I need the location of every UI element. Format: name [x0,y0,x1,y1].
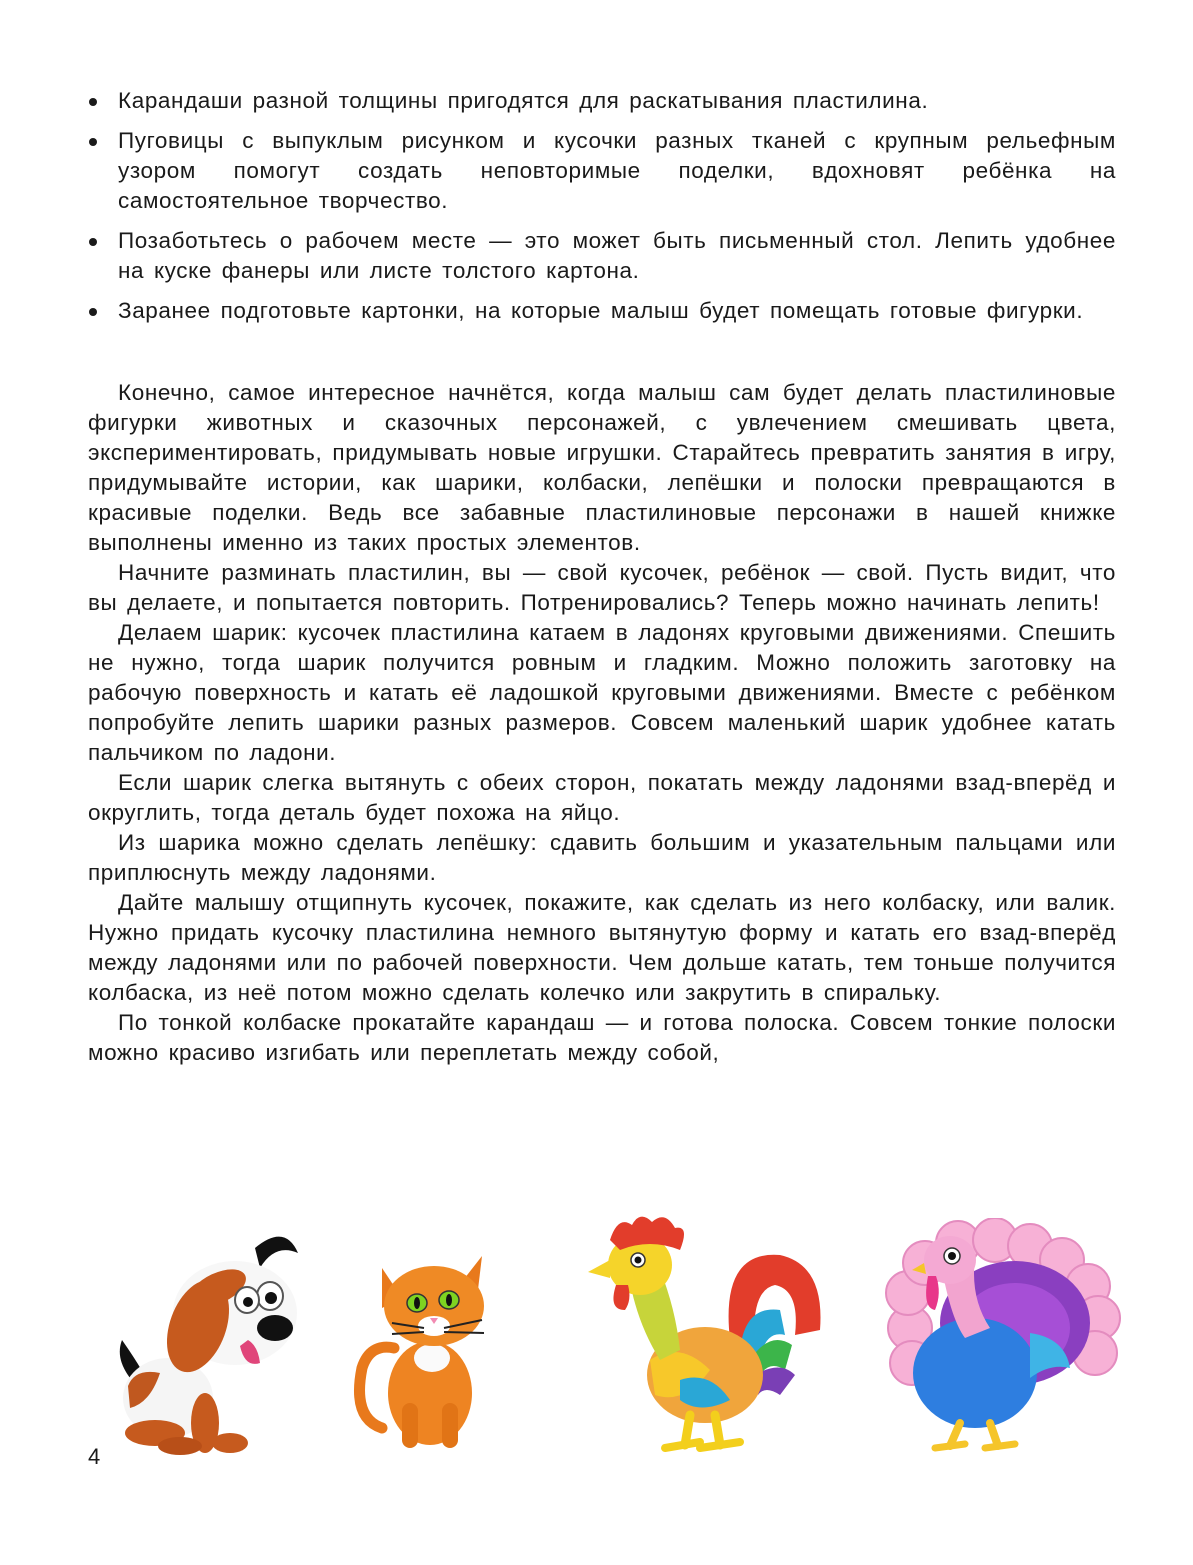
tip-item [88,126,1116,216]
paragraph: Из шарика можно сделать лепёшку: сдавить большим и указательным пальцами или приплюснуть между ладонями. [88,830,1116,885]
paragraph: Начните разминать пластилин, вы — свой кусочек, ребёнок — свой. Пусть видит, что вы делаете, и попытается повторить. Потренировались? Теперь можно начинать лепить! [88,560,1116,615]
paragraph: Конечно, самое интересное начнётся, когда малыш сам будет делать пластилиновые фигурки животных и сказочных персонажей, с увлечением смешивать цвета, экспериментировать, придумывать новые игрушки. Старайтесь превратить занятия в игру, придумывайте истории, как шарики, колбаски, лепёшки и полоски превращаются в красивые поделки. Ведь все забавные пластилиновые персонажи в нашей книжке выполнены именно из таких простых элементов. [88,380,1116,555]
bullet-dot-icon [89,98,97,106]
tip-text: Карандаши разной толщины пригодятся для раскатывания пластилина. [118,88,929,113]
turkey-illustration [880,1218,1125,1458]
bullet-dot-icon [89,238,97,246]
tip-text: Позаботьтесь о рабочем месте — это может быть письменный стол. Лепить удобнее на куске фанеры или листе толстого картона. [118,228,1116,283]
bullet-dot-icon [89,138,97,146]
cat-illustration [352,1248,502,1453]
bullet-dot-icon [89,308,97,316]
tip-item [88,226,1116,286]
tip-text: Пуговицы с выпуклым рисунком и кусочки разных тканей с крупным рельефным узором помогут создать неповторимые поделки, вдохновят ребёнка на самостоятельное творчество. [118,128,1116,213]
paragraph: Дайте малышу отщипнуть кусочек, покажите, как сделать из него колбаску, или валик. Нужно придать кусочку пластилина немного вытянутую форму и катать его взад-вперёд между ладонями или по рабочей поверхности. Чем дольше катать, тем тоньше получится колбаска, из неё потом можно сделать колечко или закрутить в спиральку. [88,890,1116,1005]
paragraph: Если шарик слегка вытянуть с обеих сторон, покатать между ладонями взад-вперёд и округлить, тогда деталь будет похожа на яйцо. [88,770,1116,825]
page-number: 4 [88,1444,101,1469]
tip-text: Заранее подготовьте картонки, на которые малыш будет помещать готовые фигурки. [118,298,1084,323]
tip-item [88,86,1116,116]
tips-list [88,86,1116,336]
paragraph: По тонкой колбаске прокатайте карандаш — и готова полоска. Совсем тонкие полоски можно красиво изгибать или переплетать между собой, [88,1010,1116,1065]
dog-illustration [110,1228,310,1458]
paragraph: Делаем шарик: кусочек пластилина катаем в ладонях круговыми движениями. Спешить не нужно, тогда шарик получится ровным и гладким. Можно положить заготовку на рабочую поверхность и катать её ладошкой круговыми движениями. Вместе с ребёнком попробуйте лепить шарики разных размеров. Совсем маленький шарик удобнее катать пальчиком по ладони. [88,620,1116,765]
tip-item [88,296,1116,326]
body-text [88,378,1116,1068]
rooster-illustration [580,1210,835,1460]
